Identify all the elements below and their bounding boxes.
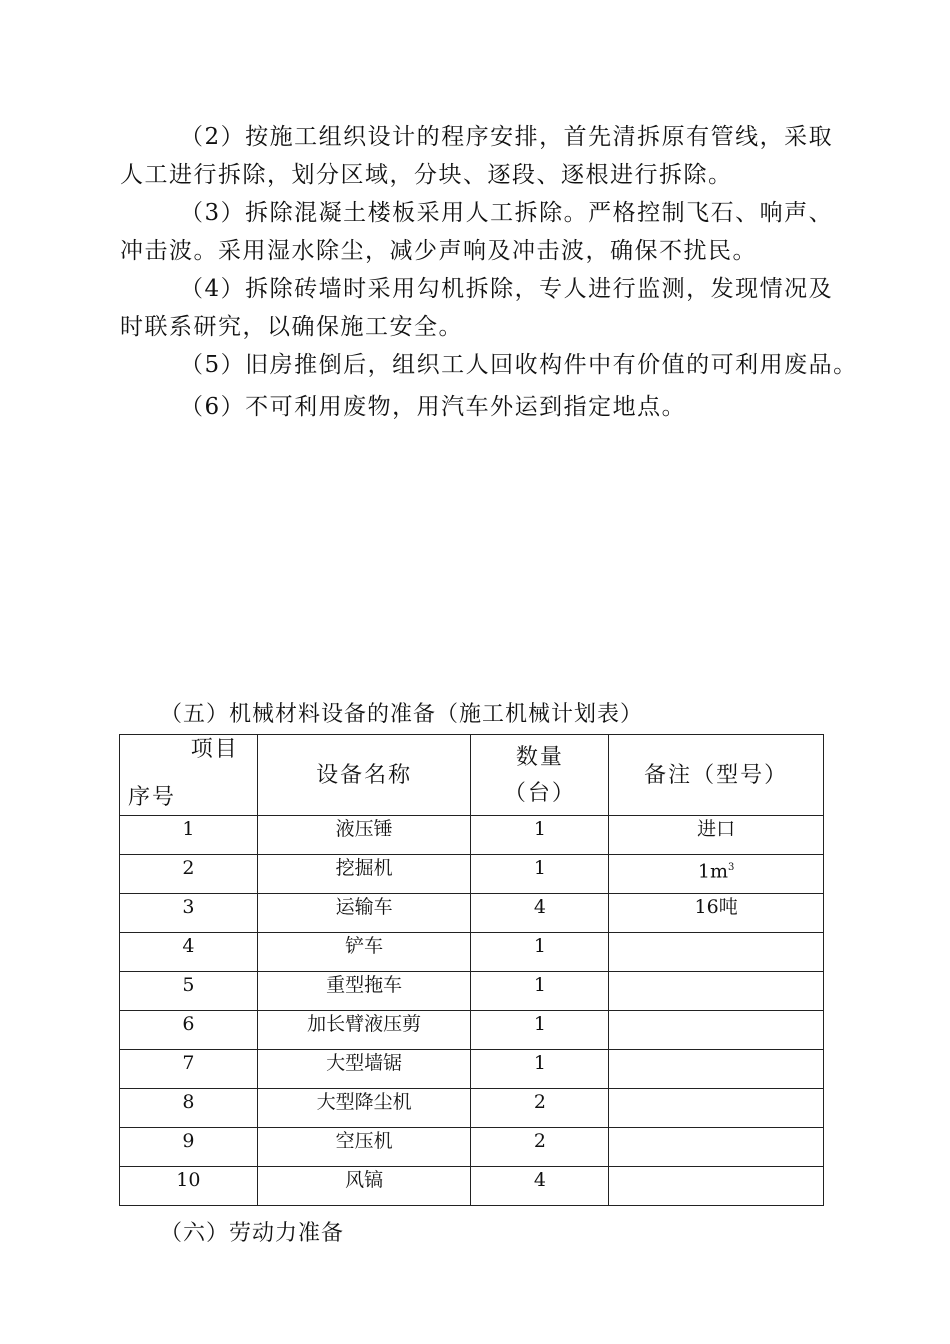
table-row bbox=[120, 972, 824, 1011]
cell-quantity-text: 2 bbox=[533, 1130, 546, 1152]
paragraph-4-line1: （4）拆除砖墙时采用勾机拆除，专人进行监测，发现情况及 bbox=[180, 276, 834, 302]
cell-equipment-name-text: 运输车 bbox=[335, 896, 393, 918]
paragraph-4-line2: 时联系研究，以确保施工安全。 bbox=[120, 314, 463, 340]
cell-quantity bbox=[471, 972, 609, 1011]
cell-equipment-name bbox=[257, 1011, 471, 1050]
cell-remarks-text: 16吨 bbox=[694, 896, 738, 918]
cell-no-text: 10 bbox=[176, 1169, 201, 1191]
table-header-row bbox=[120, 735, 824, 816]
cell-equipment-name bbox=[257, 933, 471, 972]
cell-quantity-text: 1 bbox=[533, 935, 546, 957]
header-quantity bbox=[471, 735, 609, 816]
paragraph-3-line1: （3）拆除混凝土楼板采用人工拆除。严格控制飞石、响声、 bbox=[180, 200, 834, 226]
cell-equipment-name-text: 加长臂液压剪 bbox=[307, 1013, 422, 1035]
equipment-plan-table bbox=[119, 734, 824, 1206]
cell-no bbox=[120, 1167, 258, 1206]
header-quantity-line1: 数量 bbox=[515, 745, 564, 770]
cell-no-text: 7 bbox=[182, 1052, 195, 1074]
cell-remarks bbox=[609, 1050, 824, 1089]
cell-no bbox=[120, 855, 258, 894]
table-row bbox=[120, 1128, 824, 1167]
paragraph-5 bbox=[120, 346, 865, 384]
cell-quantity bbox=[471, 1050, 609, 1089]
cell-quantity bbox=[471, 816, 609, 855]
cell-equipment-name bbox=[257, 1089, 471, 1128]
cell-remarks bbox=[609, 972, 824, 1011]
cell-remarks bbox=[609, 855, 824, 894]
table-row bbox=[120, 894, 824, 933]
cell-no-text: 4 bbox=[182, 935, 195, 957]
cell-equipment-name-text: 空压机 bbox=[335, 1130, 393, 1152]
table-row bbox=[120, 933, 824, 972]
header-quantity-line2: （台） bbox=[503, 781, 576, 806]
cell-quantity bbox=[471, 894, 609, 933]
cell-no bbox=[120, 816, 258, 855]
paragraph-6 bbox=[120, 388, 865, 426]
table-row bbox=[120, 816, 824, 855]
cell-no-text: 3 bbox=[182, 896, 195, 918]
cell-equipment-name bbox=[257, 1128, 471, 1167]
cell-no-text: 6 bbox=[182, 1013, 195, 1035]
cell-no bbox=[120, 1050, 258, 1089]
cell-quantity bbox=[471, 855, 609, 894]
cell-remarks bbox=[609, 1011, 824, 1050]
cell-no-text: 1 bbox=[182, 818, 195, 840]
paragraph-4 bbox=[120, 270, 865, 346]
paragraph-3 bbox=[120, 194, 865, 270]
header-item-no bbox=[120, 735, 258, 816]
table-row bbox=[120, 1167, 824, 1206]
cell-equipment-name bbox=[257, 972, 471, 1011]
cell-no-text: 8 bbox=[182, 1091, 195, 1113]
cell-equipment-name-text: 铲车 bbox=[345, 935, 384, 957]
cell-remarks bbox=[609, 816, 824, 855]
paragraph-2-line2: 人工进行拆除，划分区域，分块、逐段、逐根进行拆除。 bbox=[120, 162, 733, 188]
cell-quantity-text: 1 bbox=[533, 857, 546, 879]
cell-remarks-superscript: 3 bbox=[728, 862, 735, 873]
table-row bbox=[120, 1011, 824, 1050]
cell-quantity bbox=[471, 1128, 609, 1167]
cell-equipment-name-text: 风镐 bbox=[345, 1169, 384, 1191]
cell-no-text: 9 bbox=[182, 1130, 195, 1152]
paragraph-3-line2: 冲击波。采用湿水除尘，减少声响及冲击波，确保不扰民。 bbox=[120, 238, 757, 264]
cell-remarks bbox=[609, 1089, 824, 1128]
cell-equipment-name bbox=[257, 1050, 471, 1089]
cell-equipment-name bbox=[257, 855, 471, 894]
section5-heading: （五）机械材料设备的准备（施工机械计划表） bbox=[160, 702, 644, 727]
header-no-label: 序号 bbox=[128, 785, 177, 810]
cell-no-text: 2 bbox=[182, 857, 195, 879]
table-row bbox=[120, 1089, 824, 1128]
cell-no-text: 5 bbox=[182, 974, 195, 996]
paragraph-6-line1: （6）不可利用废物，用汽车外运到指定地点。 bbox=[180, 394, 687, 420]
cell-quantity bbox=[471, 1167, 609, 1206]
cell-remarks-text: 1m bbox=[697, 860, 729, 883]
cell-no bbox=[120, 972, 258, 1011]
paragraph-5-line1: （5）旧房推倒后，组织工人回收构件中有价值的可利用废品。 bbox=[180, 352, 858, 378]
cell-equipment-name-text: 大型墙锯 bbox=[326, 1052, 403, 1074]
cell-equipment-name bbox=[257, 894, 471, 933]
cell-remarks bbox=[609, 1167, 824, 1206]
paragraph-2-line1: （2）按施工组织设计的程序安排，首先清拆原有管线，采取 bbox=[180, 124, 834, 150]
cell-quantity bbox=[471, 1089, 609, 1128]
cell-quantity bbox=[471, 1011, 609, 1050]
cell-equipment-name-text: 大型降尘机 bbox=[316, 1091, 412, 1113]
cell-no bbox=[120, 933, 258, 972]
header-equipment-name: 设备名称 bbox=[257, 735, 471, 816]
paragraph-2 bbox=[120, 118, 865, 194]
cell-remarks bbox=[609, 933, 824, 972]
cell-equipment-name bbox=[257, 1167, 471, 1206]
table-row bbox=[120, 1050, 824, 1089]
cell-quantity-text: 1 bbox=[533, 974, 546, 996]
header-remarks: 备注（型号） bbox=[609, 735, 824, 816]
cell-quantity-text: 1 bbox=[533, 1013, 546, 1035]
cell-remarks-text: 进口 bbox=[697, 818, 736, 840]
cell-no bbox=[120, 1089, 258, 1128]
cell-quantity bbox=[471, 933, 609, 972]
cell-no bbox=[120, 1011, 258, 1050]
cell-no bbox=[120, 1128, 258, 1167]
table-row bbox=[120, 855, 824, 894]
cell-quantity-text: 4 bbox=[533, 1169, 546, 1191]
cell-quantity-text: 2 bbox=[533, 1091, 546, 1113]
cell-equipment-name-text: 液压锤 bbox=[335, 818, 393, 840]
cell-quantity-text: 1 bbox=[533, 818, 546, 840]
cell-quantity-text: 4 bbox=[533, 896, 546, 918]
cell-quantity-text: 1 bbox=[533, 1052, 546, 1074]
cell-remarks bbox=[609, 894, 824, 933]
header-item-label: 项目 bbox=[190, 737, 239, 762]
cell-equipment-name-text: 挖掘机 bbox=[335, 857, 393, 879]
cell-equipment-name-text: 重型拖车 bbox=[326, 974, 403, 996]
cell-remarks bbox=[609, 1128, 824, 1167]
section6-heading: （六）劳动力准备 bbox=[160, 1221, 345, 1246]
cell-no bbox=[120, 894, 258, 933]
cell-equipment-name bbox=[257, 816, 471, 855]
